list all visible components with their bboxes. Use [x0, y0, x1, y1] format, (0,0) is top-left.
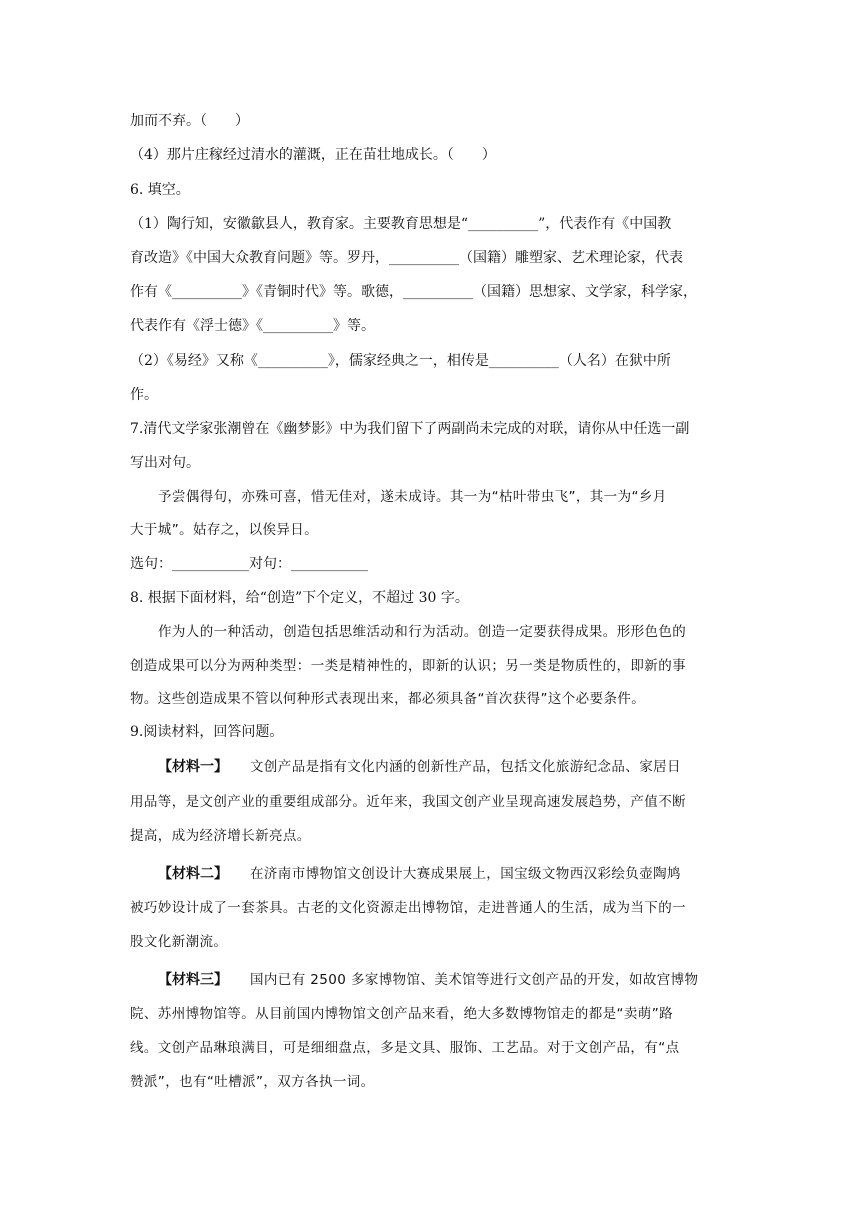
material-line: 作为人的一种活动，创造包括思维活动和行为活动。创造一定要获得成果。形形色色的 — [158, 624, 687, 640]
material-text: 在济南市博物馆文创设计大赛成果展上，国宝级文物西汉彩绘负壶陶鸠 — [250, 866, 681, 882]
material-label: 【材料一】 — [158, 759, 228, 775]
text-line: （2）《易经》又称《__________》，儒家经典之一，相传是__________（人名）在狱中所 — [130, 353, 671, 369]
text-line: 作。 — [130, 387, 158, 403]
text-line: 作有《__________》《青铜时代》等。歌德，__________（国籍）思想家、文学家，科学家， — [130, 284, 697, 300]
material-line: 院、苏州博物馆等。从目前国内博物馆文创产品来看，绝大多数博物馆走的都是“卖萌”路 — [130, 1006, 673, 1022]
material-label: 【材料三】 — [158, 972, 228, 988]
text-line: 加而不弃。（ ） — [130, 113, 249, 129]
question-heading: 6. 填空。 — [130, 182, 190, 198]
material-line: 物。这些创造成果不管以何种形式表现出来，都必须具备“首次获得”这个必要条件。 — [130, 691, 646, 707]
material-text: 文创产品是指有文化内涵的创新性产品，包括文化旅游纪念品、家居日 — [250, 759, 681, 775]
material-label: 【材料二】 — [158, 866, 228, 882]
answer-line: 选句：___________对句：___________ — [130, 556, 368, 572]
material-line: 创造成果可以分为两种类型：一类是精神性的，即新的认识；另一类是物质性的，即新的事 — [130, 658, 686, 674]
text-line: 写出对句。 — [130, 455, 200, 471]
question-heading: 7.清代文学家张潮曾在《幽梦影》中为我们留下了两副尚未完成的对联，请你从中任选一副 — [130, 421, 690, 437]
text-line: 育改造》《中国大众教育问题》等。罗丹，__________（国籍）雕塑家、艺术理论家，代表 — [130, 250, 683, 266]
text-line: （4）那片庄稼经过清水的灌溉，正在苗壮地成长。（ ） — [130, 147, 496, 163]
quote-line: 大于城”。姑存之，以俟异日。 — [130, 522, 319, 538]
material-line: 股文化新潮流。 — [130, 934, 228, 950]
material-line: 用品等，是文创产业的重要组成部分。近年来，我国文创产业呈现高速发展趋势，产值不断 — [130, 794, 686, 810]
text-line: 代表作有《浮士德》《__________》等。 — [130, 318, 375, 334]
material-text: 国内已有 2500 多家博物馆、美术馆等进行文创产品的开发，如故宫博物 — [250, 972, 699, 988]
question-heading: 8. 根据下面材料，给“创造”下个定义，不超过 30 字。 — [130, 590, 469, 606]
text-line: （1）陶行知，安徽歙县人，教育家。主要教育思想是“__________”，代表作有《中国教 — [130, 216, 672, 232]
material-line: 提高，成为经济增长新亮点。 — [130, 828, 311, 844]
material-one — [158, 757, 758, 777]
material-two — [158, 864, 758, 884]
material-line: 被巧妙设计成了一套茶具。古老的文化资源走出博物馆，走进普通人的生活，成为当下的一 — [130, 900, 686, 916]
quote-line: 予尝偶得句，亦殊可喜，惜无佳对，遂未成诗。其一为“枯叶带虫飞”，其一为“乡月 — [158, 489, 667, 505]
material-line: 线。文创产品琳琅满目，可是细细盘点，多是文具、服饰、工艺品。对于文创产品，有“点 — [130, 1040, 680, 1056]
material-line: 赞派”，也有“吐槽派”，双方各执一词。 — [130, 1074, 375, 1090]
material-three — [158, 970, 758, 990]
question-heading: 9.阅读材料，回答问题。 — [130, 724, 284, 740]
